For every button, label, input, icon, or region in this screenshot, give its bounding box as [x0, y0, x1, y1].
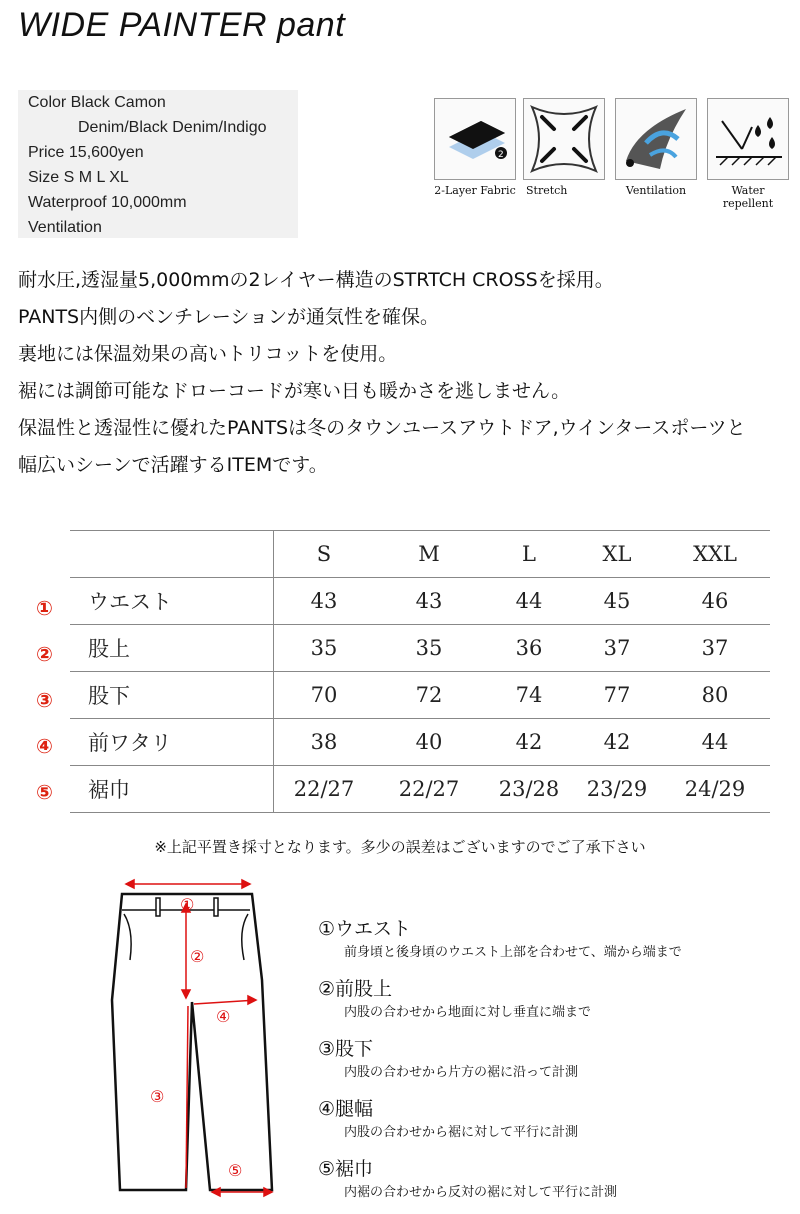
measure-desc: 前身頃と後身頃のウエスト上部を合わせて、端から端まで [344, 945, 682, 960]
feature-water-repellent [706, 98, 790, 210]
row-label: 股上 [70, 625, 274, 672]
measurement-guide [318, 912, 682, 1214]
size-table [70, 530, 770, 813]
product-title: WIDE PAINTER pant [18, 6, 346, 44]
row-label: 前ワタリ [70, 719, 274, 766]
spec-size: Size S M L XL [28, 169, 129, 186]
svg-text:2: 2 [498, 150, 504, 160]
description-line: 幅広いシーンで活躍するITEMです。 [18, 454, 328, 476]
ventilation-icon [615, 98, 697, 180]
row-label: 裾巾 [70, 766, 274, 813]
water-repellent-icon [707, 98, 789, 180]
pants-outline [112, 894, 272, 1190]
table-row [70, 578, 770, 625]
table-cell: 24/29 [660, 766, 770, 813]
table-cell: 77 [574, 672, 660, 719]
measure-desc: 内股の合わせから片方の裾に沿って計測 [344, 1065, 579, 1080]
feature-stretch [522, 98, 606, 197]
table-cell: 37 [574, 625, 660, 672]
size-header: XXL [660, 531, 770, 578]
feature-label: Ventilation [625, 184, 687, 197]
table-cell: 36 [484, 625, 574, 672]
measure-desc: 内股の合わせから地面に対し垂直に端まで [344, 1005, 592, 1020]
diagram-label-2: ② [190, 947, 205, 966]
measure-desc: 内裾の合わせから反対の裾に対して平行に計測 [344, 1185, 618, 1200]
description-line: 保温性と透湿性に優れたPANTSは冬のタウンユースアウトドア,ウインタースポーツと [18, 417, 746, 439]
spec-price: Price 15,600yen [28, 144, 144, 161]
row-number: ③ [36, 688, 53, 712]
table-row [70, 672, 770, 719]
row-label: 股下 [70, 672, 274, 719]
table-cell: 72 [374, 672, 484, 719]
pants-diagram [100, 870, 300, 1200]
thigh-measure-line [194, 1000, 256, 1004]
stretch-icon [523, 98, 605, 180]
table-cell: 43 [374, 578, 484, 625]
description-line: 裏地には保温効果の高いトリコットを使用。 [18, 343, 398, 365]
spec-color: Color Black Camon [28, 94, 166, 111]
description-line: PANTS内側のベンチレーションが通気性を確保。 [18, 306, 439, 328]
table-cell: 42 [484, 719, 574, 766]
table-cell: 22/27 [274, 766, 375, 813]
table-cell: 35 [374, 625, 484, 672]
description [18, 262, 746, 484]
table-cell: 44 [660, 719, 770, 766]
size-header: M [374, 531, 484, 578]
measure-desc: 内股の合わせから裾に対して平行に計測 [344, 1125, 579, 1140]
row-number: ④ [36, 734, 53, 758]
table-cell: 23/29 [574, 766, 660, 813]
measure-head: ②前股上 [318, 978, 393, 1000]
spec-ventilation: Ventilation [28, 219, 102, 236]
spec-box [18, 90, 298, 238]
table-cell: 38 [274, 719, 375, 766]
measure-head: ④腿幅 [318, 1098, 374, 1120]
table-header-row [70, 531, 770, 578]
table-row [70, 766, 770, 813]
size-header: L [484, 531, 574, 578]
table-cell: 40 [374, 719, 484, 766]
row-label: ウエスト [70, 578, 274, 625]
table-cell: 23/28 [484, 766, 574, 813]
size-header: XL [574, 531, 660, 578]
description-line: 耐水圧,透湿量5,000mmの2レイヤー構造のSTRTCH CROSSを採用。 [18, 269, 614, 291]
feature-label: Water repellent [722, 184, 774, 210]
table-cell: 43 [274, 578, 375, 625]
table-cell: 46 [660, 578, 770, 625]
table-cell: 37 [660, 625, 770, 672]
spec-color-cont: Denim/Black Denim/Indigo [78, 119, 267, 136]
measure-head: ⑤裾巾 [318, 1158, 374, 1180]
measure-head: ①ウエスト [318, 918, 412, 940]
table-cell: 74 [484, 672, 574, 719]
diagram-label-5: ⑤ [228, 1161, 243, 1180]
table-cell: 70 [274, 672, 375, 719]
measure-head: ③股下 [318, 1038, 374, 1060]
diagram-label-1: ① [180, 895, 195, 914]
table-cell: 80 [660, 672, 770, 719]
table-cell: 45 [574, 578, 660, 625]
measurement-note: ※上記平置き採寸となります。多少の誤差はございますのでご了承下さい [154, 838, 646, 856]
feature-label: 2-Layer Fabric [434, 184, 516, 197]
table-cell: 35 [274, 625, 375, 672]
row-number: ① [36, 596, 53, 620]
spec-waterproof: Waterproof 10,000mm [28, 194, 187, 211]
feature-label: Stretch [526, 184, 568, 197]
table-cell: 44 [484, 578, 574, 625]
description-line: 裾には調節可能なドローコードが寒い日も暖かさを逃しません。 [18, 380, 571, 402]
table-row [70, 625, 770, 672]
size-header: S [274, 531, 375, 578]
table-cell: 42 [574, 719, 660, 766]
feature-ventilation [614, 98, 698, 197]
diagram-label-3: ③ [150, 1087, 165, 1106]
table-cell: 22/27 [374, 766, 484, 813]
table-row [70, 719, 770, 766]
row-number: ⑤ [36, 780, 53, 804]
two-layer-fabric-icon [434, 98, 516, 180]
feature-2-layer [433, 98, 517, 197]
diagram-label-4: ④ [216, 1007, 231, 1026]
row-number: ② [36, 642, 53, 666]
